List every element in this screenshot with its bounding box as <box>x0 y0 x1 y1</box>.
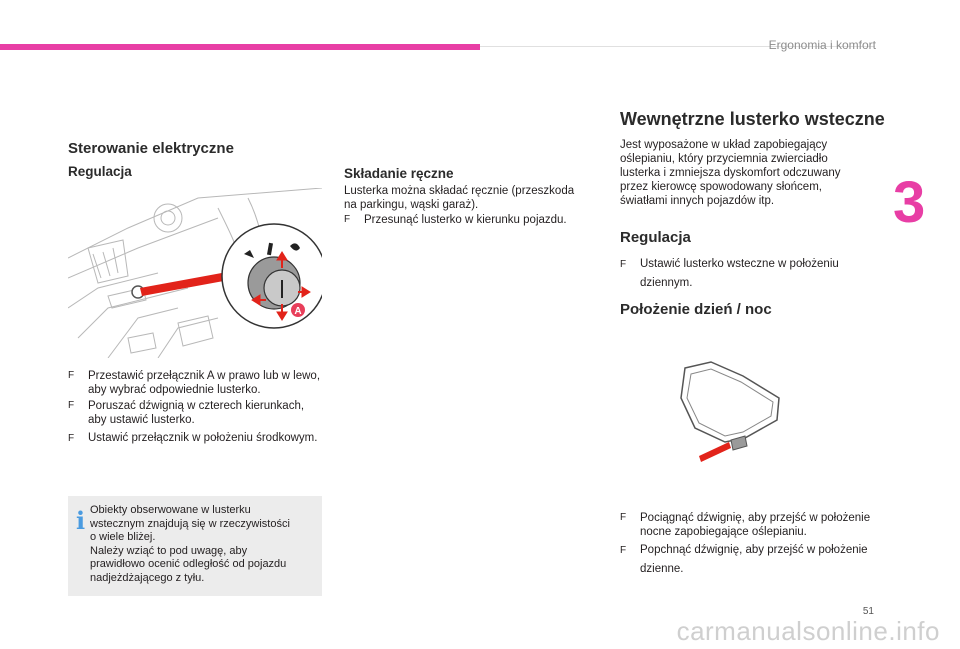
subsection-title-day-night: Położenie dzień / noc <box>620 301 772 318</box>
info-line: wstecznym znajdują się w rzeczywistości <box>90 517 290 530</box>
section-title-interior-mirror: Wewnętrzne lusterko wsteczne <box>620 109 885 129</box>
list-item <box>344 213 594 227</box>
section-title-manual-folding: Składanie ręczne <box>344 166 454 181</box>
bullet-text: Ustawić przełącznik w położeniu środkowym. <box>88 432 318 444</box>
info-icon: i <box>76 506 86 535</box>
info-line: Należy wziąć to pod uwagę, aby <box>90 544 248 557</box>
rearview-mirror-illustration <box>675 358 785 462</box>
text-line: lusterka i zmniejsza dyskomfort odczuwany <box>620 167 841 179</box>
info-line: prawidłowo ocenić odległość od pojazdu <box>90 558 287 570</box>
bullet-mark: F <box>68 400 75 411</box>
info-line: nadjeżdżającego z tyłu. <box>90 571 205 584</box>
switch-closeup <box>222 224 322 328</box>
list-item <box>68 429 324 448</box>
text-line: przez kierowcę spowodowany słońcem, <box>620 181 822 193</box>
mirror-control-illustration <box>68 188 322 358</box>
text-line: oślepianiu, który przyciemnia zwierciadło <box>620 153 828 165</box>
text-line: Lusterka można składać ręcznie (przeszkoda <box>344 185 575 197</box>
subsection-title-regulation: Regulacja <box>620 229 691 246</box>
accent-bar <box>0 44 480 50</box>
day-night-bullet-list <box>620 511 882 581</box>
bullet-mark: F <box>620 545 627 556</box>
bullet-text: Pociągnąć dźwignię, aby przejść w położenie nocne zapobiegające oślepianiu. <box>640 512 871 538</box>
list-item <box>620 255 860 293</box>
bullet-mark: F <box>620 259 627 270</box>
info-line: o wiele bliżej. <box>90 531 156 543</box>
list-item <box>68 369 324 397</box>
chapter-title: Ergonomia i komfort <box>768 38 876 52</box>
text-line: Jest wyposażone w układ zapobiegający <box>620 139 828 151</box>
bullet-text: Popchnąć dźwignię, aby przejść w położenie dzienne. <box>640 544 868 575</box>
watermark: carmanualsonline.info <box>676 616 940 646</box>
bullet-text: Poruszać dźwignią w czterech kierunkach, aby ustawić lusterko. <box>88 400 305 426</box>
list-item <box>620 511 882 539</box>
pointer-arrow <box>699 442 731 462</box>
manual-folding-text <box>344 184 594 212</box>
info-line: Obiekty obserwowane w lusterku <box>90 504 251 516</box>
bullet-text: Przesunąć lusterko w kierunku pojazdu. <box>364 214 567 226</box>
interior-mirror-text <box>620 138 880 208</box>
list-item <box>68 399 324 427</box>
regulation-bullet-list <box>620 255 860 295</box>
text-line: światłami innych pojazdów itp. <box>620 195 775 207</box>
chapter-number: 3 <box>893 170 926 235</box>
bullet-text: Ustawić lusterko wsteczne w położeniu dziennym. <box>640 258 839 289</box>
subsection-title-adjustment: Regulacja <box>68 164 132 179</box>
bullet-mark: F <box>68 433 75 444</box>
bullet-mark: F <box>620 512 627 523</box>
middle-bullet-list <box>344 213 594 229</box>
bullet-text: Przestawić przełącznik A w prawo lub w lewo, aby wybrać odpowiednie lusterko. <box>88 370 321 396</box>
bullet-mark: F <box>344 214 351 225</box>
label-a-text: A <box>294 306 302 317</box>
section-title-electric: Sterowanie elektryczne <box>68 140 234 157</box>
left-bullet-list <box>68 369 324 450</box>
text-line: na parkingu, wąski garaż). <box>344 199 479 211</box>
bullet-mark: F <box>68 370 75 381</box>
info-box <box>68 496 322 596</box>
list-item <box>620 541 882 579</box>
info-text <box>90 504 318 585</box>
page-number: 51 <box>862 606 874 617</box>
mirror-outline <box>681 362 779 442</box>
